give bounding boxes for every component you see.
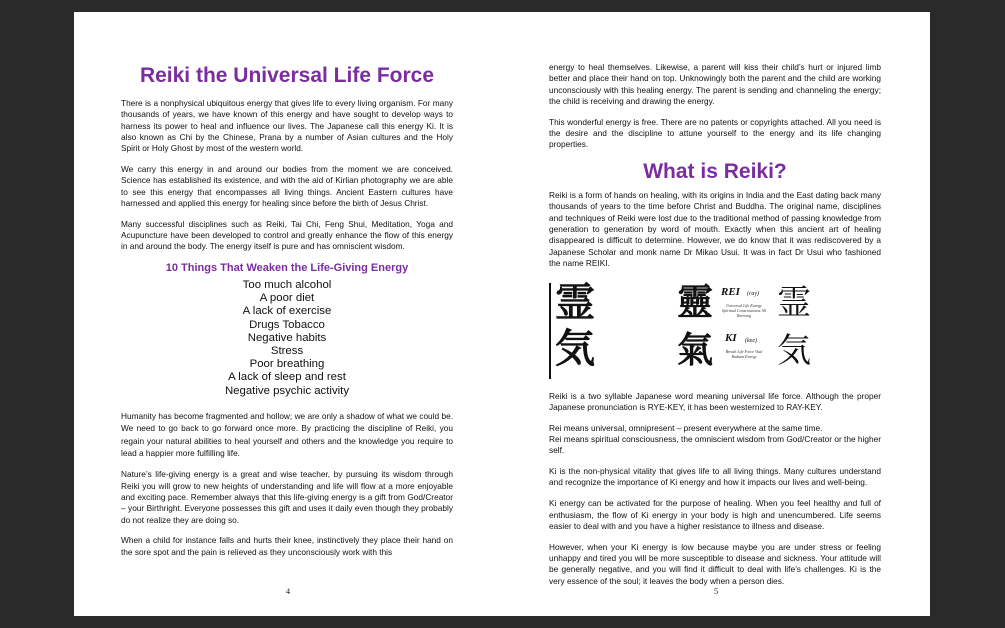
page-left (74, 12, 502, 616)
rei-pronunciation: (ray) (747, 290, 759, 297)
paragraph: Nature’s life-giving energy is a great and wise teacher, by pursuing its wisdom through Reiki you will grow to new heights of understanding and life will flow at a more enjoyable and exciting pace. Remember always that this life-giving energy is a gift from God/Creator – your Birthright. Everyone possesses this gift and uses it daily even though they probably do not realize they are doing so. (121, 469, 453, 525)
list-heading: 10 Things That Weaken the Life-Giving Energy (165, 262, 409, 275)
ki-pronunciation: (kee) (745, 337, 757, 344)
paragraph: Ki is the non-physical vitality that gives life to all living things. Many cultures understand and recognize the importance of Ki energy and how it impacts our lives and well-being. (549, 466, 881, 488)
rei-label: REI (721, 285, 740, 298)
page-title-right: What is Reiki? (643, 160, 787, 184)
list-item: Negative psychic activity (224, 384, 350, 397)
kanji-ki-mid: 氣 (677, 329, 714, 371)
weakeners-list (121, 279, 453, 398)
paragraph: Reiki is a form of hands on healing, with its origins in India and the East dating back many thousands of years to the time before Christ and Buddha. The original name, disciplines and techniques of Reiki were lost due to the traditional method of passing knowledge from generation to generation by word of mouth. Exactly when this ancient art of healing disappeared is difficult to determine. However, we do know that it was rediscovered by a Japanese Scholar and monk name Dr Mikao Usui. It was in fact Dr Usui who fashioned the name REIKI. (549, 190, 881, 268)
reiki-kanji-figure (549, 279, 881, 383)
kanji-rei-left: 霊 (555, 279, 595, 326)
list-item: A lack of sleep and rest (228, 371, 346, 384)
list-item: Too much alcohol (242, 279, 332, 292)
paragraph: This wonderful energy is free. There are no patents or copyrights attached. All you need is the desire and the discipline to attune yourself to the energy and its life changing properties. (549, 116, 881, 150)
kanji-seal (549, 279, 595, 379)
kanji-ki-left: 気 (555, 325, 595, 372)
list-item: Stress (270, 345, 304, 358)
paragraph: When a child for instance falls and hurts their knee, instinctively they place their hand on the sore spot and the pain is relieved as they unconsciously work with this (121, 535, 453, 557)
paragraph: Humanity has become fragmented and hollow; we are only a shadow of what we could be. We need to go back to go forward once more. By practicing the discipline of Reiki, you regain your natural abilities to heal yourself and others and the knowledge you require to lead a happier more fulfilling life. (121, 410, 453, 459)
book-spread (74, 12, 930, 616)
list-item: A poor diet (259, 292, 315, 305)
list-item: Poor breathing (249, 358, 325, 371)
page-number-right: 5 (713, 586, 719, 596)
list-item: Negative habits (247, 331, 327, 344)
ki-label: KI (725, 331, 737, 344)
kanji-rei-mid: 靈 (677, 281, 714, 323)
paragraph: There is a nonphysical ubiquitous energy that gives life to every living organism. For many thousands of years, we have known of this energy and have sought to develop ways to harness its power to heal and influence our lives. The Japanese call this energy Ki. It is also known as Chi by the Chinese, Prana by a number of Asian cultures and the Holy Spirit or Holy Ghost by most of the western world. (121, 98, 453, 154)
paragraph: Ki energy can be activated for the purpose of healing. When you feel healthy and full of enthusiasm, the flow of Ki energy in your body is high and unencumbered. Life seems easier to deal with and you have a higher resistance to illness and disease. (549, 498, 881, 531)
paragraph: Rei means spiritual consciousness, the omniscient wisdom from God/Creator or the higher self. (549, 434, 881, 456)
kanji-ki-right: 気 (777, 330, 811, 371)
paragraph: We carry this energy in and around our bodies from the moment we are conceived. Science has established its existence, and with the aid of Kirlian photography we are able to see this energy that encompasses all living things. Ancient Eastern cultures have harnessed and applied this energy for healing since before the birth of Jesus Christ. (121, 163, 453, 208)
paragraph: Reiki is a two syllable Japanese word meaning universal life force. Although the proper Japanese pronunciation is RYE-KEY, it has been westernized to RAY-KEY. (549, 390, 881, 412)
page-number-left: 4 (285, 586, 291, 596)
paragraph: However, when your Ki energy is low because maybe you are under stress or feeling unhappy and tired you will be more susceptible to disease and sickness. Your attitude will be generally negative, and you will find it difficult to deal with life’s challenges. Ki is the very essence of the soul; it leaves the body when a person dies. (549, 541, 881, 586)
page-title-left: Reiki the Universal Life Force (139, 64, 435, 87)
page-right (502, 12, 930, 616)
ki-note: Breath Life Force Vital Radiant Energy (725, 348, 763, 359)
paragraph: Rei means universal, omnipresent – present everywhere at the same time. (549, 422, 823, 433)
paragraph: energy to heal themselves. Likewise, a parent will kiss their child’s hurt or injured limb better and place their hand on top. Unknowingly both the parent and the child are working unconsciously with this healing energy. The parent is sending and channeling the energy; the child is receiving and drawing the energy. (549, 62, 881, 106)
list-item: Drugs Tobacco (249, 318, 325, 331)
left-content (121, 64, 453, 567)
kanji-rei-right: 霊 (777, 282, 811, 323)
rei-note: Universal Life Energy Spiritual Consciousness All Knowing (721, 302, 767, 318)
list-item: A lack of exercise (242, 305, 332, 318)
right-content (549, 62, 881, 596)
paragraph: Many successful disciplines such as Reiki, Tai Chi, Feng Shui, Meditation, Yoga and Acupuncture have been developed to control and greatly enhance the flow of this energy in and around the body. The energy itself is pure and has omniscient wisdom. (121, 218, 453, 252)
